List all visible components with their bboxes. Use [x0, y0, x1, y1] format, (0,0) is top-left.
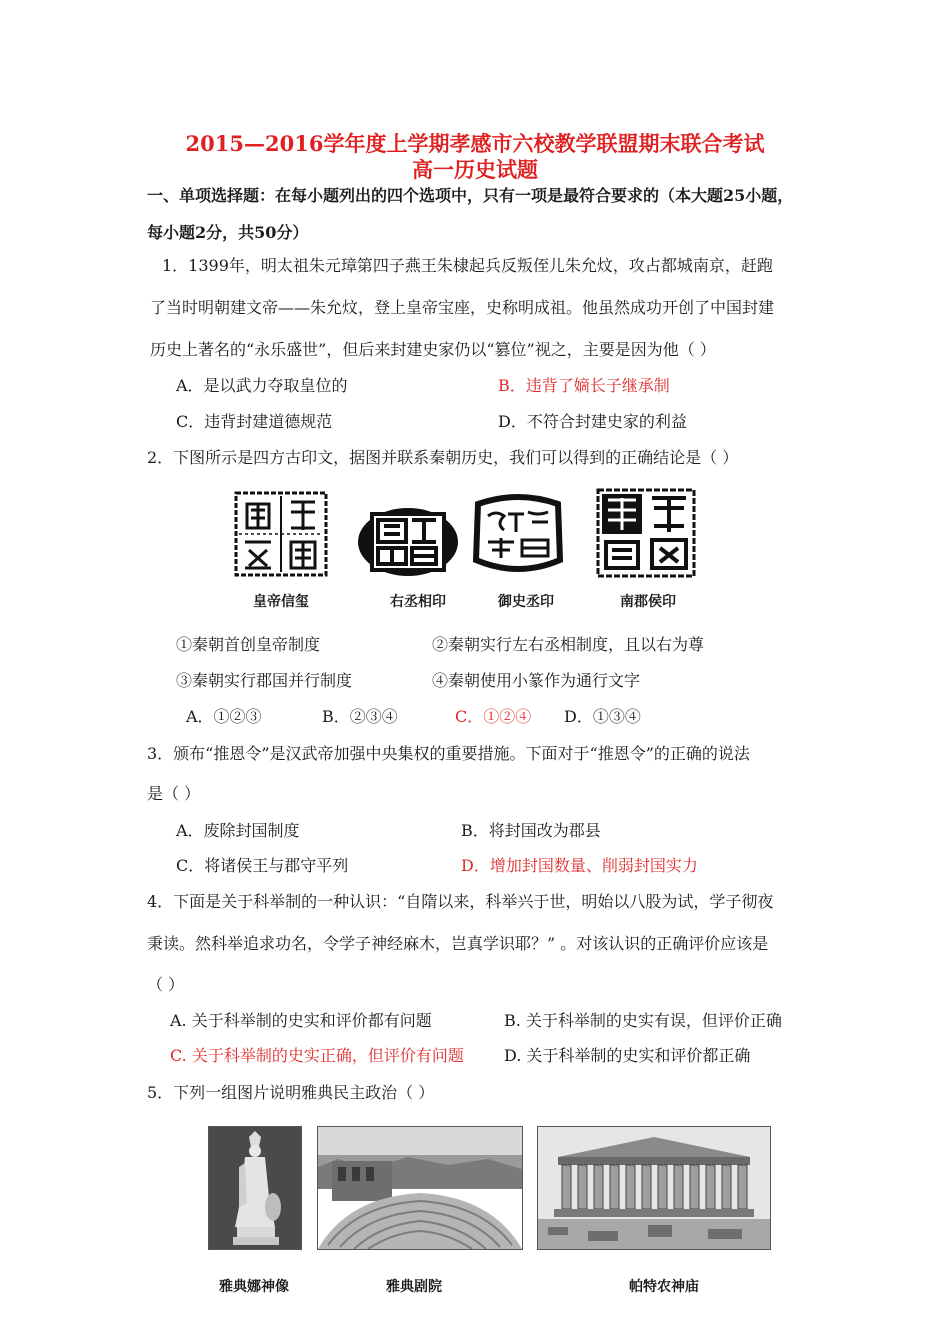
- q2-option-d: D．①③④: [564, 707, 641, 726]
- q4-line1: 4．下面是关于科举制的一种认识：“自隋以来，科举兴于世，明始以八股为试，学子彻夜: [147, 892, 774, 911]
- q1-line3: 历史上著名的“永乐盛世”，但后来封建史家仍以“篡位”视之，主要是因为他（ ）: [150, 340, 716, 359]
- seal-caption-4: 南郡侯印: [620, 594, 676, 610]
- q4-option-d: D. 关于科举制的史实和评价都正确: [504, 1046, 751, 1065]
- q4-option-a: A. 关于科举制的史实和评价都有问题: [170, 1011, 432, 1030]
- q3-line1: 3．颁布“推恩令”是汉武帝加强中央集权的重要措施。下面对于“推恩令”的正确的说法: [147, 744, 750, 763]
- seal-caption-3: 御史丞印: [498, 594, 554, 610]
- q2-option-a: A．①②③: [186, 707, 262, 726]
- athens-theatre-photo: [317, 1126, 523, 1250]
- exam-title: 2015—2016学年度上学期孝感市六校教学联盟期末联合考试: [185, 131, 765, 156]
- q4-line3: （ ）: [147, 975, 185, 994]
- q4-option-b: B. 关于科举制的史实有误，但评价正确: [504, 1011, 782, 1030]
- q1-option-b-answer: B．违背了嫡长子继承制: [498, 376, 670, 395]
- seal-caption-2: 右丞相印: [390, 594, 446, 610]
- photo-caption-2: 雅典剧院: [386, 1279, 442, 1295]
- q1-option-c: C．违背封建道德规范: [176, 412, 333, 431]
- seal-image-1: [233, 490, 329, 578]
- seal-caption-1: 皇帝信玺: [253, 594, 309, 610]
- section-heading-line1: 一、单项选择题：在每小题列出的四个选项中，只有一项是最符合要求的（本大题25小题，: [147, 186, 794, 205]
- q1-line2: 了当时明朝建文帝——朱允炆，登上皇帝宝座，史称明成祖。他虽然成功开创了中国封建: [150, 298, 775, 317]
- athena-statue-photo: [208, 1126, 302, 1250]
- q3-option-b: B．将封国改为郡县: [461, 821, 601, 840]
- q4-option-c-answer: C. 关于科举制的史实正确，但评价有问题: [170, 1046, 464, 1065]
- q2-statement-3: ③秦朝实行郡国并行制度: [176, 671, 353, 690]
- q4-line2: 秉读。然科举追求功名，令学子神经麻木，岂真学识耶？” 。对该认识的正确评价应该是: [147, 934, 769, 953]
- q2-statement-1: ①秦朝首创皇帝制度: [176, 635, 321, 654]
- photo-caption-1: 雅典娜神像: [219, 1279, 289, 1295]
- q2-stem: 2．下图所示是四方古印文，据图并联系秦朝历史，我们可以得到的正确结论是（ ）: [147, 448, 739, 467]
- q2-option-c-answer: C．①②④: [455, 707, 532, 726]
- q1-line1: 1．1399年，明太祖朱元璋第四子燕王朱棣起兵反叛侄儿朱允炆，攻占都城南京，赶跑: [162, 256, 773, 275]
- q3-option-a: A．废除封国制度: [176, 821, 300, 840]
- photo-caption-3: 帕特农神庙: [629, 1279, 699, 1295]
- q3-option-d-answer: D．增加封国数量、削弱封国实力: [461, 856, 698, 875]
- seal-image-3: [468, 490, 568, 580]
- section-heading-line2: 每小题2分，共50分）: [147, 223, 309, 242]
- seal-image-2: [352, 500, 464, 580]
- exam-subtitle: 高一历史试题: [412, 157, 538, 182]
- q5-stem: 5．下列一组图片说明雅典民主政治（ ）: [147, 1083, 435, 1102]
- seal-image-4: [594, 486, 698, 580]
- q1-option-a: A．是以武力夺取皇位的: [176, 376, 348, 395]
- q3-option-c: C．将诸侯王与郡守平列: [176, 856, 349, 875]
- q1-option-d: D．不符合封建史家的利益: [498, 412, 687, 431]
- q2-statement-4: ④秦朝使用小篆作为通行文字: [432, 671, 641, 690]
- parthenon-photo: [537, 1126, 771, 1250]
- q2-option-b: B．②③④: [322, 707, 398, 726]
- q3-line2: 是（ ）: [147, 784, 201, 803]
- q2-statement-2: ②秦朝实行左右丞相制度，且以右为尊: [432, 635, 705, 654]
